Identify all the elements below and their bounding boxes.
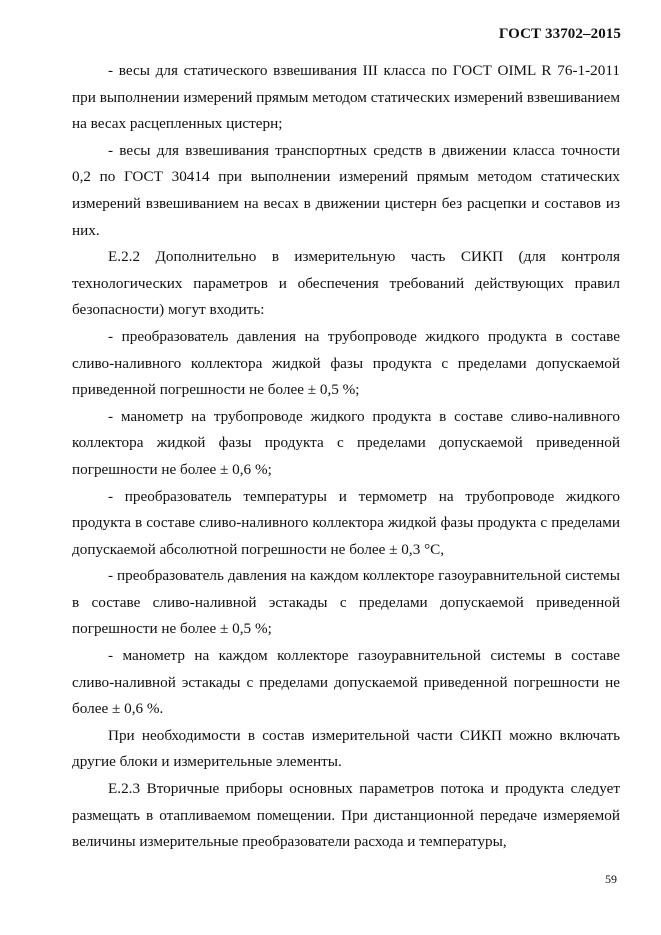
paragraph-temperature-transducer: - преобразователь температуры и термометр на трубопроводе жидкого продукта в составе сливо-наливного коллектора жидкой фазы продукта с пределами допускаемой абсолютной погрешности не более ± 0,3 °С, (72, 487, 620, 558)
paragraph-e-2-2: Е.2.2 Дополнительно в измерительную часть СИКП (для контроля технологических параметров и обеспечения требований действующих правил безопасности) могут входить: (72, 248, 620, 319)
page-number: 59 (605, 872, 617, 886)
paragraph-scales-static: - весы для статического взвешивания III класса по ГОСТ OIML R 76-1-2011 при выполнении измерений прямым методом статических измерений взвешиванием на весах расцепленных цистерн; (72, 62, 620, 133)
paragraph-e-2-3: Е.2.3 Вторичные приборы основных параметров потока и продукта следует размещать в отапливаемом помещении. При дистанционной передаче измеряемой величины измерительные преобразователи расхода и температуры, (72, 780, 620, 851)
paragraph-scales-motion: - весы для взвешивания транспортных средств в движении класса точности 0,2 по ГОСТ 30414 при выполнении измерений прямым методом статических измерений взвешиванием на весах в движении цистерн без расцепки и составов из них. (72, 141, 620, 239)
paragraph-pressure-transducer-liquid: - преобразователь давления на трубопроводе жидкого продукта в составе сливо-наливного коллектора жидкой фазы продукта с пределами допускаемой приведенной погрешности не более ± 0,5 %; (72, 327, 620, 399)
paragraph-manometer-liquid: - манометр на трубопроводе жидкого продукта в составе сливо-наливного коллектора жидкой фазы продукта с пределами допускаемой приведенной погрешности не более ± 0,6 %; (72, 407, 620, 478)
document-number-header: ГОСТ 33702–2015 (498, 26, 621, 42)
document-body (72, 58, 620, 856)
paragraph-additional-blocks: При необходимости в состав измерительной части СИКП можно включать другие блоки и измерительные элементы. (72, 726, 620, 771)
paragraph-pressure-transducer-gas: - преобразователь давления на каждом коллекторе газоуравнительной системы в составе сливо-наливной эстакады с пределами допускаемой приведенной погрешности не более ± 0,5 %; (72, 567, 620, 638)
paragraph-manometer-gas: - манометр на каждом коллекторе газоуравнительной системы в составе сливо-наливной эстакады с пределами допускаемой приведенной погрешности не более ± 0,6 %. (72, 647, 620, 718)
